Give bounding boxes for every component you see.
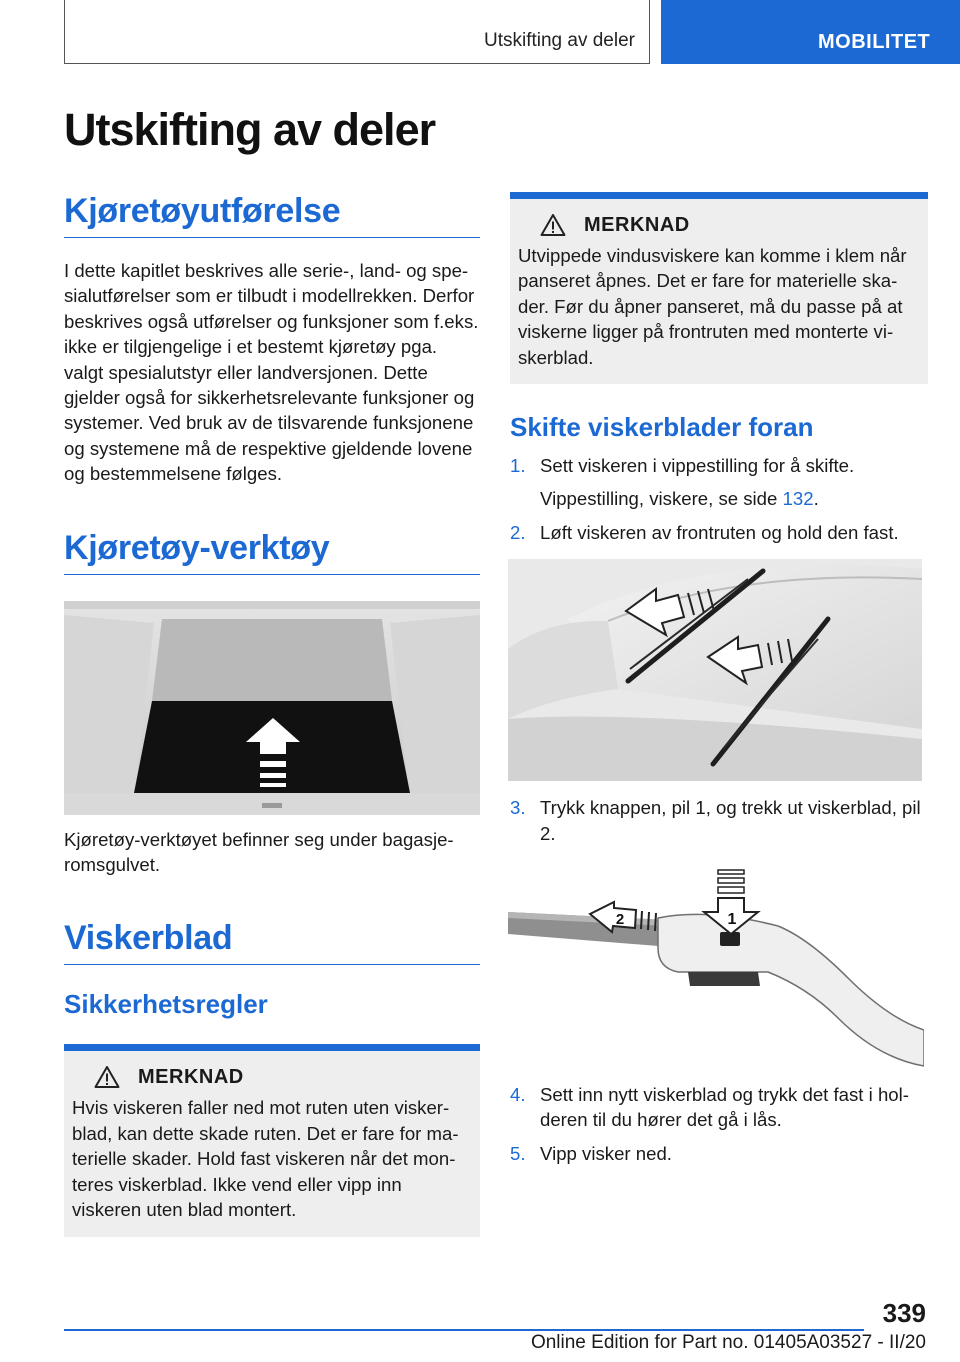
heading-safety-rules: Sikkerhetsregler (64, 989, 268, 1020)
warning-triangle-icon (540, 213, 566, 237)
step-item: 2. Løft viskeren av frontruten og hold den fast. (510, 521, 899, 543)
notice-text: Utvippede vindusviskere kan komme i klem når panseret åpnes. Det er fare for materielle skader. Før du åpner panseret, må du passe på at viskerne ligger på frontruten med monterte viskerblad. (518, 245, 907, 368)
step-item: 5. Vipp visker ned. (510, 1142, 672, 1164)
left-column (64, 192, 480, 1237)
header-section-box (64, 0, 650, 64)
wiper-windshield-figure (508, 559, 922, 781)
arrow-label-1: 1 (727, 911, 737, 929)
heading-vehicle-tools: Kjøretøy-verktøy (64, 529, 480, 575)
trunk-tools-figure (64, 601, 480, 815)
paragraph-vehicle-tools: Kjøretøy-verktøyet befinner seg under bagasjeromsgulvet. (64, 828, 454, 876)
paragraph-vehicle-version: I dette kapitlet beskrives alle serie-, land- og spesialutførelser som er tilbudt i modellrekken. Derfor beskrives også utførelser og funksjoner som f.eks. ikke er tilgjengelige i et bestemt kjøretøy pga. valgt spesialutstyr eller landversjonen. Dette gjelder også for sikkerhetsrelevante funksjoner og systemer. Ved bruk av de tilsvarende funksjonene og systemene må de respektive gjeldende lovene og bestemmelsene følges. (64, 260, 479, 485)
notice-title: MERKNAD (138, 1065, 244, 1088)
steps-list (510, 453, 928, 1166)
header-section-title: Utskifting av deler (483, 30, 635, 51)
arrow-label-2: 2 (615, 911, 625, 929)
notice-title: MERKNAD (584, 213, 690, 236)
edition-note: Online Edition for Part no. 01405A03527 - II/20 (530, 1332, 926, 1353)
notice-box-hood (510, 192, 928, 384)
footer-divider (64, 1329, 864, 1331)
step-item: 3. Trykk knappen, pil 1, og trekk ut viskerblad, pil 2. (510, 797, 921, 844)
right-column (510, 192, 928, 1174)
page-reference-link[interactable]: 132 (782, 488, 814, 510)
heading-front-wipers: Skifte viskerblader foran (510, 412, 814, 443)
notice-text: Hvis viskeren faller ned mot ruten uten viskerblad, kan dette skade ruten. Det er fare for materielle skader. Hold fast viskeren når det monteres viskerblad. Ikke vend eller vipp inn viskeren uten blad montert. (72, 1097, 459, 1221)
heading-wiper-blade: Viskerblad (64, 919, 480, 965)
heading-vehicle-version: Kjøretøyutførelse (64, 192, 480, 238)
step-subnote: Vippestilling, viskere, se side 132. (540, 488, 819, 510)
step-item: 1. Sett viskeren i vippestilling for å skifte. (510, 455, 855, 477)
header-chapter-tab[interactable]: MOBILITET (661, 0, 960, 64)
page-number: 339 (882, 1298, 926, 1328)
notice-box-wiper-safety (64, 1044, 480, 1236)
warning-triangle-icon (94, 1065, 120, 1089)
wiper-blade-release-figure (508, 868, 924, 1068)
step-item: 4. Sett inn nytt viskerblad og trykk det fast i holderen til du hører det gå i lås. (510, 1084, 909, 1131)
page-title: Utskifting av deler (64, 104, 436, 155)
